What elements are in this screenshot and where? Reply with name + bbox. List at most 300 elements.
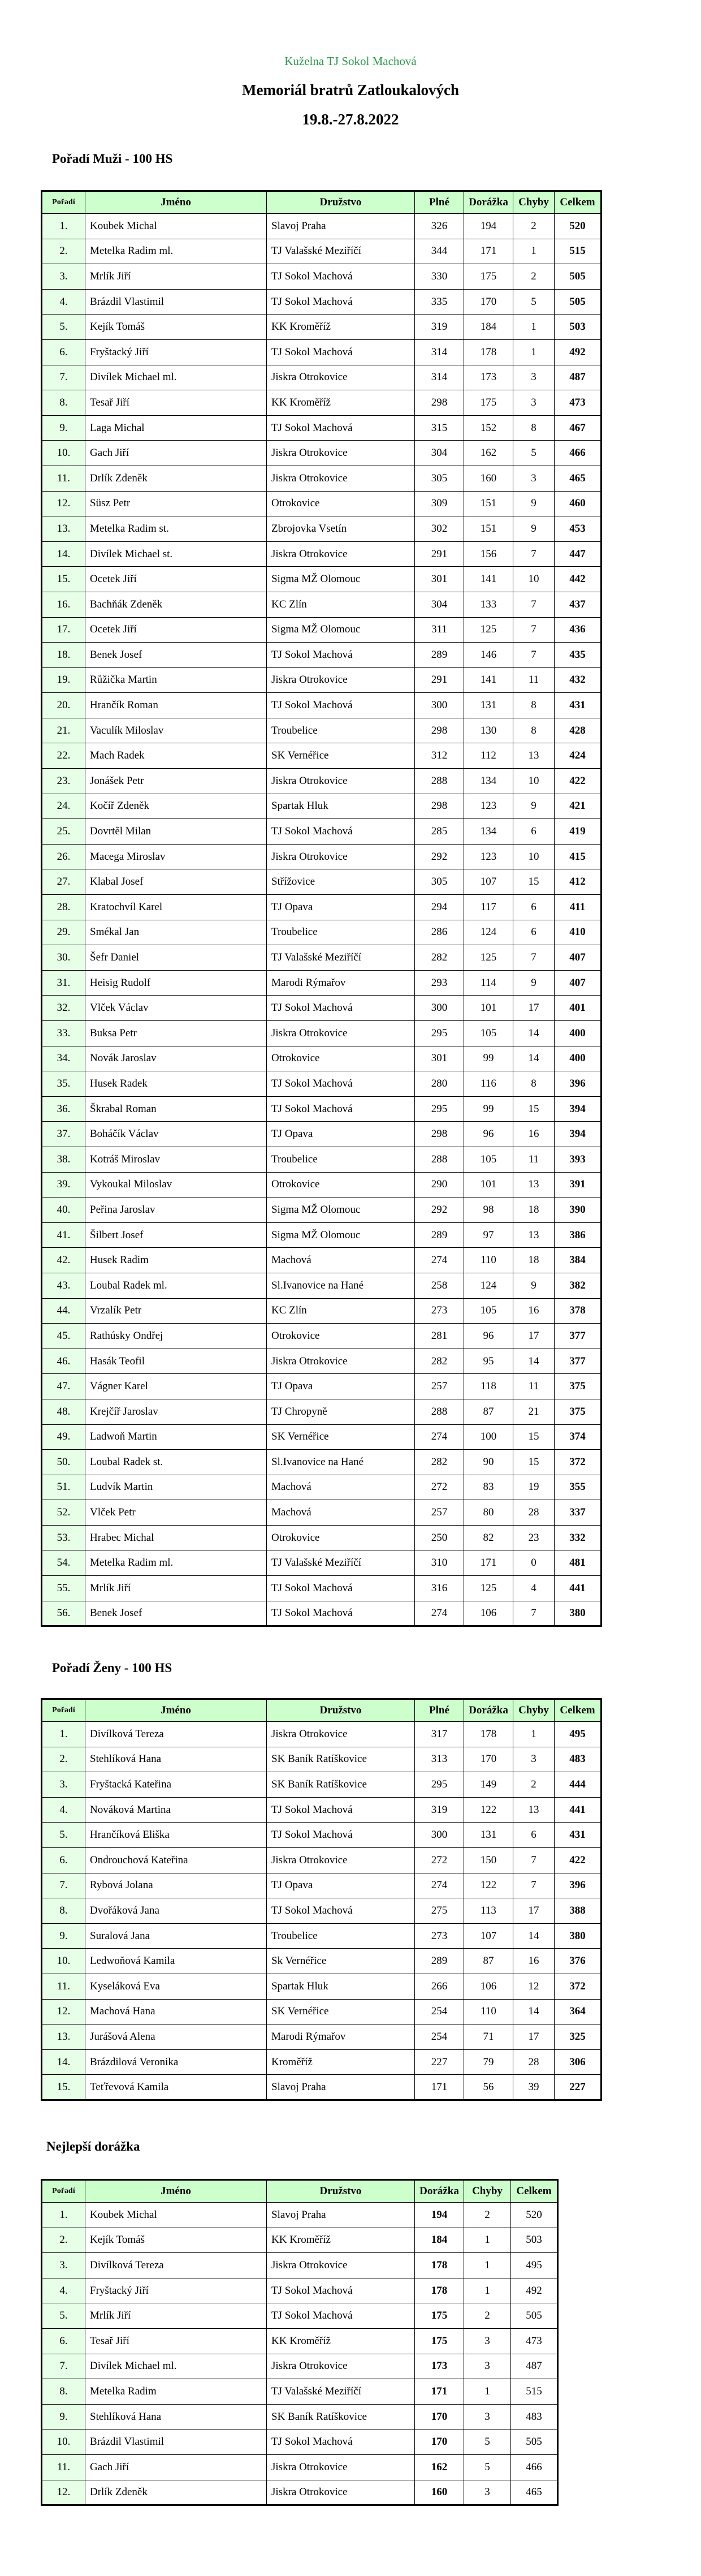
- cell-full: 292: [415, 844, 464, 869]
- cell-rank: 38.: [42, 1147, 85, 1172]
- column-header-errors: Chyby: [464, 2180, 511, 2203]
- cell-full: 298: [415, 718, 464, 743]
- cell-total: 435: [555, 643, 602, 668]
- cell-rank: 14.: [42, 2049, 85, 2075]
- cell-rank: 54.: [42, 1550, 85, 1576]
- cell-total: 412: [555, 869, 602, 895]
- cell-clear: 149: [464, 1772, 513, 1798]
- cell-full: 311: [415, 617, 464, 643]
- table-row: [42, 441, 602, 466]
- cell-errors: 14: [513, 1999, 555, 2024]
- table-row: [42, 643, 602, 668]
- cell-errors: 3: [513, 1747, 555, 1772]
- cell-name: Klabal Josef: [85, 869, 267, 895]
- cell-total: 437: [555, 592, 602, 617]
- cell-errors: 1: [513, 1722, 555, 1747]
- cell-team: TJ Sokol Machová: [267, 339, 415, 365]
- cell-name: Loubal Radek ml.: [85, 1273, 267, 1298]
- table-row: [42, 1248, 602, 1273]
- table-row: [42, 667, 602, 693]
- cell-name: Rybová Jolana: [85, 1873, 267, 1898]
- cell-name: Metelka Radim st.: [85, 516, 267, 542]
- cell-total: 503: [555, 315, 602, 340]
- cell-full: 274: [415, 1873, 464, 1898]
- cell-total: 444: [555, 1772, 602, 1798]
- column-header-full: Plné: [415, 191, 464, 214]
- cell-clear: 122: [464, 1797, 513, 1823]
- cell-team: Jiskra Otrokovice: [267, 1349, 415, 1374]
- cell-rank: 36.: [42, 1096, 85, 1122]
- cell-full: 295: [415, 1096, 464, 1122]
- cell-name: Rathúsky Ondřej: [85, 1324, 267, 1349]
- cell-clear: 83: [464, 1475, 513, 1500]
- cell-name: Süsz Petr: [85, 491, 267, 516]
- cell-team: Jiskra Otrokovice: [267, 844, 415, 869]
- cell-clear: 173: [415, 2354, 464, 2379]
- cell-full: 289: [415, 1222, 464, 1248]
- cell-clear: 113: [464, 1898, 513, 1924]
- page-title: Memoriál bratrů Zatloukalových: [242, 81, 459, 98]
- cell-rank: 5.: [42, 2303, 85, 2329]
- cell-name: Brázdilová Veronika: [85, 2049, 267, 2075]
- table-header-row: [42, 1699, 602, 1722]
- cell-team: Spartak Hluk: [267, 794, 415, 819]
- cell-clear: 99: [464, 1046, 513, 1071]
- cell-team: Machová: [267, 1475, 415, 1500]
- cell-full: 304: [415, 592, 464, 617]
- table-row: [42, 1898, 602, 1924]
- cell-name: Fryštacký Jiří: [85, 339, 267, 365]
- table-row: [42, 1949, 602, 1974]
- cell-team: Troubelice: [267, 1147, 415, 1172]
- cell-team: Slavoj Praha: [267, 2203, 415, 2228]
- cell-errors: 15: [513, 1096, 555, 1122]
- women-results-table: [41, 1698, 602, 2101]
- cell-total: 306: [555, 2049, 602, 2075]
- cell-total: 378: [555, 1298, 602, 1324]
- table-row: [42, 617, 602, 643]
- cell-name: Laga Michal: [85, 415, 267, 441]
- cell-clear: 175: [464, 264, 513, 290]
- cell-rank: 11.: [42, 1974, 85, 1999]
- cell-team: Slavoj Praha: [267, 2075, 415, 2100]
- cell-rank: 14.: [42, 541, 85, 567]
- cell-clear: 178: [415, 2278, 464, 2303]
- cell-total: 466: [555, 441, 602, 466]
- cell-errors: 13: [513, 1797, 555, 1823]
- cell-team: TJ Chropyně: [267, 1399, 415, 1424]
- cell-name: Hrančíková Eliška: [85, 1823, 267, 1848]
- table-row: [42, 239, 602, 264]
- cell-team: TJ Opava: [267, 1374, 415, 1399]
- cell-clear: 105: [464, 1298, 513, 1324]
- table-row: [42, 1576, 602, 1601]
- cell-rank: 40.: [42, 1197, 85, 1223]
- cell-name: Fryštacký Jiří: [85, 2278, 267, 2303]
- cell-team: Marodi Rýmařov: [267, 970, 415, 996]
- cell-name: Peřina Jaroslav: [85, 1197, 267, 1223]
- cell-full: 291: [415, 541, 464, 567]
- best-section-title: Nejlepší dorážka: [46, 2139, 140, 2153]
- cell-total: 400: [555, 1021, 602, 1046]
- cell-total: 505: [555, 289, 602, 315]
- cell-clear: 105: [464, 1147, 513, 1172]
- cell-name: Brázdil Vlastimil: [85, 2429, 267, 2455]
- cell-errors: 17: [513, 1898, 555, 1924]
- cell-full: 301: [415, 567, 464, 592]
- cell-team: Jiskra Otrokovice: [267, 365, 415, 390]
- cell-total: 374: [555, 1424, 602, 1450]
- cell-clear: 178: [415, 2253, 464, 2278]
- cell-rank: 46.: [42, 1349, 85, 1374]
- cell-clear: 96: [464, 1324, 513, 1349]
- cell-rank: 3.: [42, 264, 85, 290]
- cell-rank: 15.: [42, 2075, 85, 2100]
- cell-team: Troubelice: [267, 718, 415, 743]
- cell-clear: 194: [464, 214, 513, 239]
- cell-clear: 134: [464, 769, 513, 794]
- cell-errors: 10: [513, 769, 555, 794]
- cell-total: 432: [555, 667, 602, 693]
- cell-team: Troubelice: [267, 1923, 415, 1949]
- cell-rank: 56.: [42, 1601, 85, 1626]
- table-row: [42, 2253, 558, 2278]
- table-row: [42, 1475, 602, 1500]
- cell-total: 372: [555, 1450, 602, 1475]
- cell-clear: 133: [464, 592, 513, 617]
- table-row: [42, 516, 602, 542]
- table-row: [42, 1450, 602, 1475]
- cell-errors: 1: [513, 239, 555, 264]
- cell-errors: 7: [513, 617, 555, 643]
- cell-name: Mach Radek: [85, 743, 267, 769]
- cell-team: Jiskra Otrokovice: [267, 2480, 415, 2505]
- cell-total: 375: [555, 1374, 602, 1399]
- cell-rank: 15.: [42, 567, 85, 592]
- cell-clear: 170: [464, 289, 513, 315]
- cell-total: 391: [555, 1172, 602, 1197]
- table-row: [42, 2228, 558, 2253]
- cell-team: Jiskra Otrokovice: [267, 1722, 415, 1747]
- cell-team: SK Vernéřice: [267, 743, 415, 769]
- cell-name: Suralová Jana: [85, 1923, 267, 1949]
- cell-errors: 4: [513, 1576, 555, 1601]
- cell-rank: 27.: [42, 869, 85, 895]
- cell-clear: 134: [464, 819, 513, 845]
- cell-total: 483: [555, 1747, 602, 1772]
- cell-team: Sl.Ivanovice na Hané: [267, 1450, 415, 1475]
- table-row: [42, 2075, 602, 2100]
- cell-team: TJ Sokol Machová: [267, 415, 415, 441]
- table-row: [42, 1999, 602, 2024]
- cell-total: 390: [555, 1197, 602, 1223]
- cell-rank: 1.: [42, 2203, 85, 2228]
- cell-name: Ocetek Jiří: [85, 567, 267, 592]
- cell-errors: 13: [513, 743, 555, 769]
- column-header-errors: Chyby: [513, 1699, 555, 1722]
- cell-total: 441: [555, 1797, 602, 1823]
- cell-clear: 110: [464, 1248, 513, 1273]
- cell-clear: 82: [464, 1525, 513, 1550]
- cell-name: Benek Josef: [85, 643, 267, 668]
- cell-rank: 8.: [42, 1898, 85, 1924]
- cell-errors: 9: [513, 491, 555, 516]
- cell-full: 274: [415, 1424, 464, 1450]
- cell-full: 273: [415, 1923, 464, 1949]
- cell-full: 288: [415, 1147, 464, 1172]
- cell-rank: 52.: [42, 1500, 85, 1526]
- cell-total: 492: [511, 2278, 558, 2303]
- cell-team: Marodi Rýmařov: [267, 2024, 415, 2050]
- table-row: [42, 1071, 602, 1097]
- cell-name: Metelka Radim ml.: [85, 1550, 267, 1576]
- cell-total: 422: [555, 1847, 602, 1873]
- cell-rank: 17.: [42, 617, 85, 643]
- cell-errors: 1: [464, 2228, 511, 2253]
- cell-total: 401: [555, 996, 602, 1021]
- cell-full: 304: [415, 441, 464, 466]
- cell-full: 316: [415, 1576, 464, 1601]
- cell-clear: 130: [464, 718, 513, 743]
- cell-total: 227: [555, 2075, 602, 2100]
- cell-clear: 80: [464, 1500, 513, 1526]
- column-header-rank: Pořadí: [42, 2180, 85, 2203]
- table-row: [42, 466, 602, 491]
- table-row: [42, 1847, 602, 1873]
- men-results-table: [41, 190, 602, 1627]
- cell-rank: 5.: [42, 315, 85, 340]
- cell-full: 314: [415, 365, 464, 390]
- cell-name: Drlík Zdeněk: [85, 2480, 267, 2505]
- cell-name: Kotráš Miroslav: [85, 1147, 267, 1172]
- cell-total: 400: [555, 1046, 602, 1071]
- cell-team: TJ Sokol Machová: [267, 264, 415, 290]
- cell-full: 298: [415, 1122, 464, 1147]
- cell-full: 315: [415, 415, 464, 441]
- cell-rank: 19.: [42, 667, 85, 693]
- cell-total: 410: [555, 920, 602, 945]
- cell-total: 495: [555, 1722, 602, 1747]
- cell-name: Boháčík Václav: [85, 1122, 267, 1147]
- cell-errors: 14: [513, 1923, 555, 1949]
- cell-team: Sigma MŽ Olomouc: [267, 1222, 415, 1248]
- cell-team: Otrokovice: [267, 1525, 415, 1550]
- best-table-body: [42, 2203, 558, 2505]
- cell-errors: 7: [513, 1873, 555, 1898]
- cell-total: 487: [555, 365, 602, 390]
- table-row: [42, 2049, 602, 2075]
- cell-name: Husek Radim: [85, 1248, 267, 1273]
- table-row: [42, 339, 602, 365]
- cell-rank: 20.: [42, 693, 85, 718]
- cell-rank: 7.: [42, 1873, 85, 1898]
- cell-total: 467: [555, 415, 602, 441]
- cell-name: Vykoukal Miloslav: [85, 1172, 267, 1197]
- cell-name: Kejík Tomáš: [85, 315, 267, 340]
- table-row: [42, 2024, 602, 2050]
- cell-team: TJ Sokol Machová: [267, 1096, 415, 1122]
- table-row: [42, 1172, 602, 1197]
- table-row: [42, 315, 602, 340]
- cell-errors: 17: [513, 996, 555, 1021]
- table-row: [42, 844, 602, 869]
- women-table-body: [42, 1722, 602, 2100]
- cell-name: Dovrtěl Milan: [85, 819, 267, 845]
- cell-errors: 8: [513, 693, 555, 718]
- cell-total: 337: [555, 1500, 602, 1526]
- table-row: [42, 2379, 558, 2405]
- cell-rank: 25.: [42, 819, 85, 845]
- cell-errors: 2: [513, 1772, 555, 1798]
- column-header-total: Celkem: [511, 2180, 558, 2203]
- cell-clear: 123: [464, 794, 513, 819]
- cell-clear: 114: [464, 970, 513, 996]
- cell-name: Benek Josef: [85, 1601, 267, 1626]
- cell-rank: 1.: [42, 214, 85, 239]
- cell-clear: 156: [464, 541, 513, 567]
- cell-total: 388: [555, 1898, 602, 1924]
- cell-errors: 21: [513, 1399, 555, 1424]
- cell-total: 436: [555, 617, 602, 643]
- cell-errors: 3: [513, 390, 555, 416]
- men-table-body: [42, 214, 602, 1626]
- cell-errors: 10: [513, 567, 555, 592]
- cell-name: Machová Hana: [85, 1999, 267, 2024]
- cell-clear: 171: [415, 2379, 464, 2405]
- cell-team: TJ Valašské Meziříčí: [267, 945, 415, 971]
- cell-full: 291: [415, 667, 464, 693]
- cell-clear: 173: [464, 365, 513, 390]
- cell-full: 273: [415, 1298, 464, 1324]
- cell-total: 483: [511, 2404, 558, 2429]
- cell-clear: 194: [415, 2203, 464, 2228]
- cell-errors: 7: [513, 1601, 555, 1626]
- table-row: [42, 869, 602, 895]
- cell-rank: 22.: [42, 743, 85, 769]
- cell-errors: 3: [464, 2404, 511, 2429]
- table-row: [42, 390, 602, 416]
- table-row: [42, 794, 602, 819]
- cell-team: Zbrojovka Vsetín: [267, 516, 415, 542]
- cell-team: Jiskra Otrokovice: [267, 466, 415, 491]
- cell-full: 266: [415, 1974, 464, 1999]
- cell-team: Otrokovice: [267, 1172, 415, 1197]
- cell-name: Ocetek Jiří: [85, 617, 267, 643]
- cell-total: 386: [555, 1222, 602, 1248]
- cell-name: Metelka Radim ml.: [85, 239, 267, 264]
- cell-rank: 51.: [42, 1475, 85, 1500]
- cell-rank: 16.: [42, 592, 85, 617]
- cell-full: 309: [415, 491, 464, 516]
- cell-full: 288: [415, 769, 464, 794]
- cell-clear: 151: [464, 491, 513, 516]
- cell-total: 411: [555, 895, 602, 920]
- cell-clear: 141: [464, 567, 513, 592]
- cell-errors: 6: [513, 819, 555, 845]
- table-row: [42, 1046, 602, 1071]
- cell-clear: 107: [464, 869, 513, 895]
- table-row: [42, 1873, 602, 1898]
- cell-errors: 12: [513, 1974, 555, 1999]
- cell-team: Sigma MŽ Olomouc: [267, 567, 415, 592]
- cell-clear: 175: [464, 390, 513, 416]
- cell-full: 298: [415, 794, 464, 819]
- cell-total: 396: [555, 1873, 602, 1898]
- cell-team: TJ Valašské Meziříčí: [267, 239, 415, 264]
- table-row: [42, 1349, 602, 1374]
- cell-full: 300: [415, 996, 464, 1021]
- table-row: [42, 920, 602, 945]
- cell-team: TJ Sokol Machová: [267, 289, 415, 315]
- cell-rank: 37.: [42, 1122, 85, 1147]
- column-header-team: Družstvo: [267, 2180, 415, 2203]
- table-row: [42, 1324, 602, 1349]
- table-row: [42, 2328, 558, 2354]
- cell-rank: 28.: [42, 895, 85, 920]
- cell-name: Kyseláková Eva: [85, 1974, 267, 1999]
- cell-name: Kratochvíl Karel: [85, 895, 267, 920]
- column-header-errors: Chyby: [513, 191, 555, 214]
- cell-full: 288: [415, 1399, 464, 1424]
- table-row: [42, 214, 602, 239]
- cell-rank: 6.: [42, 339, 85, 365]
- column-header-name: Jméno: [85, 191, 267, 214]
- cell-clear: 79: [464, 2049, 513, 2075]
- cell-errors: 6: [513, 1823, 555, 1848]
- cell-name: Růžička Martin: [85, 667, 267, 693]
- cell-errors: 5: [513, 289, 555, 315]
- cell-errors: 1: [513, 339, 555, 365]
- cell-rank: 30.: [42, 945, 85, 971]
- cell-total: 407: [555, 970, 602, 996]
- cell-team: Sigma MŽ Olomouc: [267, 617, 415, 643]
- cell-clear: 178: [464, 339, 513, 365]
- cell-errors: 2: [464, 2303, 511, 2329]
- table-row: [42, 1197, 602, 1223]
- cell-total: 515: [511, 2379, 558, 2405]
- column-header-clear: Dorážka: [464, 1699, 513, 1722]
- cell-clear: 117: [464, 895, 513, 920]
- cell-total: 384: [555, 1248, 602, 1273]
- cell-clear: 96: [464, 1122, 513, 1147]
- cell-team: Kroměříž: [267, 2049, 415, 2075]
- cell-full: 282: [415, 1349, 464, 1374]
- cell-name: Macega Miroslav: [85, 844, 267, 869]
- cell-team: Machová: [267, 1248, 415, 1273]
- cell-team: Sl.Ivanovice na Hané: [267, 1273, 415, 1298]
- cell-name: Bachňák Zdeněk: [85, 592, 267, 617]
- cell-team: TJ Sokol Machová: [267, 1823, 415, 1848]
- cell-errors: 17: [513, 1324, 555, 1349]
- cell-errors: 16: [513, 1298, 555, 1324]
- table-row: [42, 2203, 558, 2228]
- cell-clear: 162: [464, 441, 513, 466]
- cell-total: 465: [555, 466, 602, 491]
- cell-clear: 184: [415, 2228, 464, 2253]
- cell-team: TJ Opava: [267, 1873, 415, 1898]
- cell-errors: 15: [513, 1424, 555, 1450]
- cell-clear: 171: [464, 1550, 513, 1576]
- cell-errors: 39: [513, 2075, 555, 2100]
- cell-total: 424: [555, 743, 602, 769]
- table-row: [42, 2480, 558, 2505]
- cell-total: 492: [555, 339, 602, 365]
- cell-team: TJ Sokol Machová: [267, 996, 415, 1021]
- cell-clear: 116: [464, 1071, 513, 1097]
- cell-full: 298: [415, 390, 464, 416]
- cell-errors: 10: [513, 844, 555, 869]
- event-dates: 19.8.-27.8.2022: [302, 111, 399, 128]
